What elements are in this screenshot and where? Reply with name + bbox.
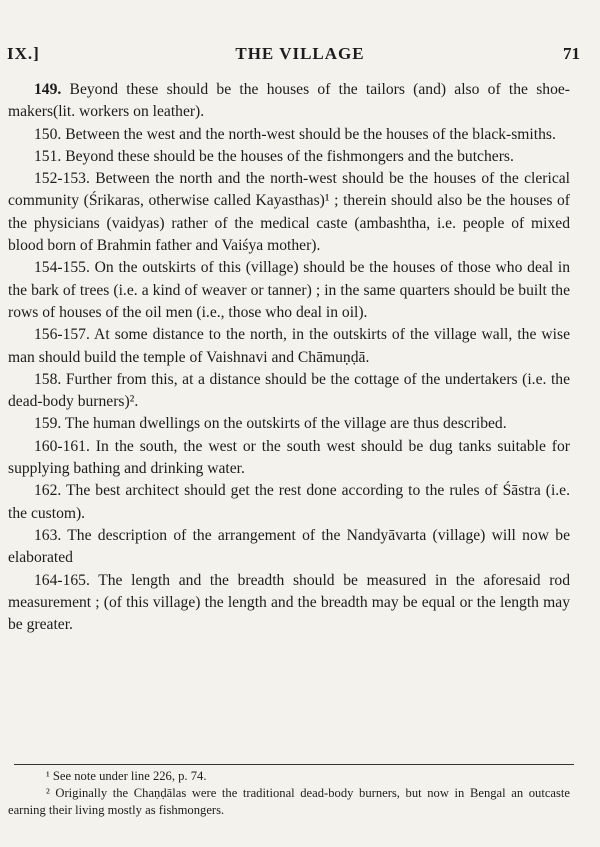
paragraph-163: [8, 525, 570, 570]
page-number: 71: [563, 44, 580, 63]
verse-number: 152-153.: [34, 170, 90, 188]
paragraph-text: Between the north and the north-west should be the houses of the clerical community (Śrikaras, otherwise called Kayasthas)¹ ; therein should also be the houses of the physicians (vaidyas) rather of the medical caste (ambashtha, i.e. people of mixed blood born of Brahmin father and Vaiśya mother).: [8, 170, 570, 255]
page-title: THE VILLAGE: [235, 44, 365, 63]
paragraph-text: The human dwellings on the outskirts of the village are thus described.: [61, 415, 507, 433]
verse-number: 154-155.: [34, 259, 90, 277]
paragraph-text: In the south, the west or the south west should be dug tanks suitable for supplying bathing and drinking water.: [8, 437, 570, 478]
chapter-marker: IX.]: [7, 44, 40, 63]
paragraph-162: [8, 480, 570, 525]
paragraph-151: [8, 146, 570, 168]
paragraph-text: Beyond these should be the houses of the fishmongers and the butchers.: [61, 147, 514, 165]
paragraph-text: Between the west and the north-west should be the houses of the black-smiths.: [61, 125, 556, 143]
paragraph-text: The description of the arrangement of the Nandyāvarta (village) will now be elaborated: [8, 526, 570, 567]
verse-number: 164-165.: [34, 571, 90, 589]
paragraph-164-165: [8, 570, 570, 637]
verse-number: 159.: [34, 415, 62, 433]
paragraph-text: At some distance to the north, in the outskirts of the village wall, the wise man should build the temple of Vaishnavi and Chāmuṇḍā.: [8, 326, 570, 366]
paragraph-149: [8, 79, 570, 124]
paragraph-text: The best architect should get the rest done according to the rules of Śāstra (i.e. the custom).: [8, 482, 570, 522]
verse-number: 163.: [34, 526, 62, 544]
paragraph-text: Beyond these should be the houses of the tailors (and) also of the shoe-makers(lit. workers on leather).: [8, 81, 570, 121]
paragraph-160-161: [8, 436, 570, 481]
verse-number: 160-161.: [34, 437, 90, 455]
paragraph-text: On the outskirts of this (village) should be the houses of those who deal in the bark of trees (i.e. a kind of weaver or tanner) ; in the same quarters should be built the rows of houses of the oil men (i.e., those who deal in oil).: [8, 259, 570, 321]
verse-number: 162.: [34, 482, 62, 500]
paragraph-158: [8, 369, 570, 414]
paragraph-152-153: [8, 168, 570, 257]
verse-number: 156-157.: [34, 326, 90, 344]
verse-number: 150.: [34, 125, 62, 143]
running-header: [0, 44, 600, 68]
paragraph-159: [8, 413, 570, 435]
verse-number: 149.: [34, 81, 62, 98]
footnotes: [8, 768, 570, 819]
paragraph-154-155: [8, 257, 570, 324]
footnote-2: ² Originally the Chaṇḍālas were the traditional dead-body burners, but now in Bengal an outcaste earning their living mostly as fishmongers.: [8, 786, 570, 817]
paragraph-150: [8, 124, 570, 146]
paragraph-156-157: [8, 324, 570, 369]
paragraph-text: Further from this, at a distance should be the cottage of the undertakers (i.e. the dead-body burners)².: [8, 370, 570, 411]
main-text: [8, 79, 570, 636]
footnote-divider: [14, 764, 574, 765]
verse-number: 151.: [34, 147, 62, 165]
footnote-1: ¹ See note under line 226, p. 74.: [46, 769, 207, 783]
paragraph-text: The length and the breadth should be measured in the aforesaid rod measurement ; (of this village) the length and the breadth may be equal or the length may be greater.: [8, 571, 570, 634]
verse-number: 158.: [34, 370, 62, 388]
